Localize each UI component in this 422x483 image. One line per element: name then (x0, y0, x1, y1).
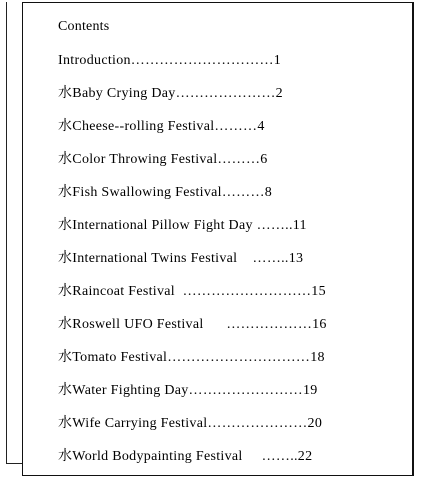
toc-entry: 水Roswell UFO Festival ………………16 (58, 317, 327, 332)
toc-entry: 水World Bodypainting Festival ……..22 (58, 449, 313, 464)
toc-entry: 水Raincoat Festival ………………………15 (58, 284, 326, 299)
toc-list (23, 3, 412, 475)
toc-entry: 水Baby Crying Day…………………2 (58, 86, 283, 101)
toc-entry: 水Fish Swallowing Festival………8 (58, 185, 273, 200)
contents-heading: Contents (58, 19, 110, 34)
toc-entry: 水Water Fighting Day……………………19 (58, 383, 318, 398)
back-page-edge-bottom (6, 463, 23, 464)
toc-entry: 水Tomato Festival…………………………18 (58, 350, 325, 365)
toc-entry: 水Color Throwing Festival………6 (58, 152, 268, 167)
toc-entry: Introduction…………………………1 (58, 53, 282, 68)
toc-entry: 水International Pillow Fight Day ……..11 (58, 218, 307, 233)
toc-entry: 水Wife Carrying Festival…………………20 (58, 416, 323, 431)
toc-entry: 水International Twins Festival ……..13 (58, 251, 304, 266)
toc-entry: 水Cheese--rolling Festival………4 (58, 119, 265, 134)
back-page-edge (6, 2, 7, 464)
contents-page (22, 2, 414, 476)
